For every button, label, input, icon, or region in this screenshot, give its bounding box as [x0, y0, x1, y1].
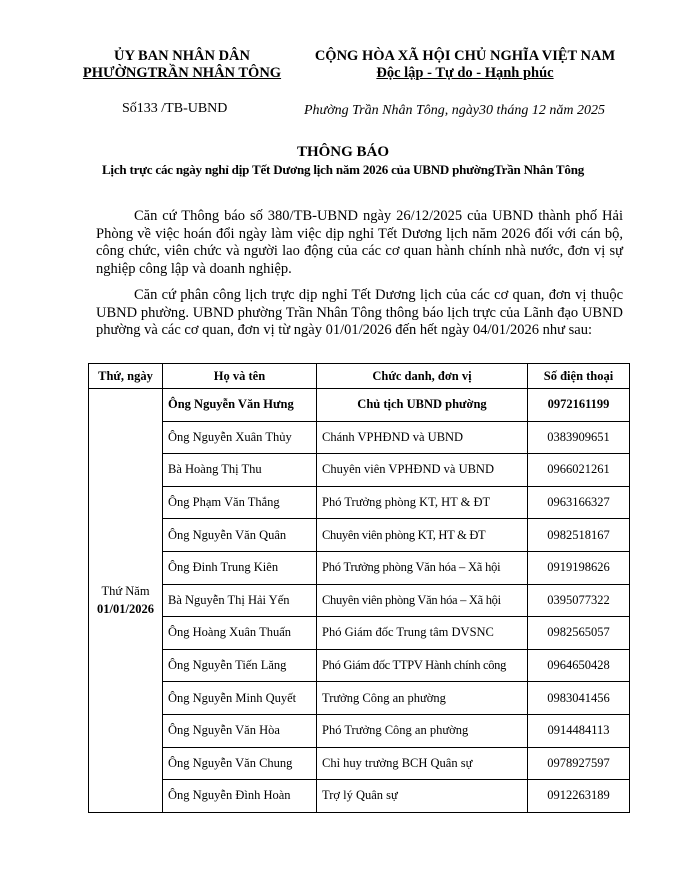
header-phone: Số điện thoại: [528, 364, 630, 389]
person-name: Ông Đinh Trung Kiên: [163, 551, 317, 584]
duty-schedule-table: [88, 363, 630, 813]
person-name: Ông Nguyễn Xuân Thủy: [163, 421, 317, 454]
header-position: Chức danh, đơn vị: [317, 364, 528, 389]
person-position: Trợ lý Quân sự: [317, 780, 528, 813]
table-row: [89, 551, 630, 584]
notice-title: THÔNG BÁO: [296, 144, 390, 160]
table-row: [89, 584, 630, 617]
day-label: Thứ Năm: [101, 584, 150, 599]
header-date: Thứ, ngày: [89, 364, 163, 389]
table-row: [89, 780, 630, 813]
org-line-2: PHƯỜNGTRẦN NHÂN TÔNG: [82, 65, 282, 81]
person-position: Phó Giám đốc TTPV Hành chính công: [317, 649, 528, 682]
place-date: Phường Trần Nhân Tông, ngày30 tháng 12 năm 2025: [304, 103, 605, 118]
person-name: Ông Nguyễn Đình Hoàn: [163, 780, 317, 813]
person-phone: 0983041456: [528, 682, 630, 715]
person-name: Ông Nguyễn Văn Quân: [163, 519, 317, 552]
org-line-1: ỦY BAN NHÂN DÂN: [113, 48, 250, 64]
table-row: [89, 389, 630, 422]
person-position: Phó Trưởng phòng KT, HT & ĐT: [317, 486, 528, 519]
motto-line-2: Độc lập - Tự do - Hạnh phúc: [376, 65, 554, 81]
body-paragraph-2: Căn cứ phân công lịch trực dịp nghỉ Tết Dương lịch của các cơ quan, đơn vị thuộc UBND phường. UBND phường Trần Nhân Tông thông báo lịch trực của Lãnh đạo UBND phường và các cơ quan, đơn vị từ ngày 01/01/2026 đến hết ngày 04/01/2026 như sau:: [96, 287, 623, 338]
person-name: Ông Nguyễn Văn Hòa: [163, 714, 317, 747]
table-row: [89, 714, 630, 747]
issuing-org: [62, 48, 302, 82]
person-name: Ông Nguyễn Tiến Lăng: [163, 649, 317, 682]
person-position: Phó Trưởng phòng Văn hóa – Xã hội: [317, 551, 528, 584]
table-row: [89, 649, 630, 682]
date-cell: [89, 389, 163, 813]
person-position: Chuyên viên phòng KT, HT & ĐT: [317, 519, 528, 552]
table-header-row: [89, 364, 630, 389]
person-phone: 0982518167: [528, 519, 630, 552]
person-position: Phó Trưởng Công an phường: [317, 714, 528, 747]
table-row: [89, 617, 630, 650]
person-phone: 0972161199: [528, 389, 630, 422]
person-phone: 0914484113: [528, 714, 630, 747]
person-position: Chủ tịch UBND phường: [317, 389, 528, 422]
person-phone: 0383909651: [528, 421, 630, 454]
header-name: Họ và tên: [163, 364, 317, 389]
person-position: Chuyên viên VPHĐND và UBND: [317, 454, 528, 487]
table-row: [89, 486, 630, 519]
person-name: Ông Nguyễn Văn Chung: [163, 747, 317, 780]
notice-subtitle: Lịch trực các ngày nghỉ dịp Tết Dương lịch năm 2026 của UBND phườngTrần Nhân Tông: [101, 162, 585, 177]
day-date: 01/01/2026: [97, 602, 154, 617]
person-position: Trưởng Công an phường: [317, 682, 528, 715]
person-name: Ông Phạm Văn Thắng: [163, 486, 317, 519]
person-position: Chuyên viên phòng Văn hóa – Xã hội: [317, 584, 528, 617]
national-motto: [300, 48, 630, 82]
person-position: Chỉ huy trưởng BCH Quân sự: [317, 747, 528, 780]
person-phone: 0982565057: [528, 617, 630, 650]
person-name: Ông Nguyễn Minh Quyết: [163, 682, 317, 715]
table-row: [89, 747, 630, 780]
person-phone: 0966021261: [528, 454, 630, 487]
person-phone: 0963166327: [528, 486, 630, 519]
person-phone: 0919198626: [528, 551, 630, 584]
person-phone: 0395077322: [528, 584, 630, 617]
body-paragraph-1: Căn cứ Thông báo số 380/TB-UBND ngày 26/12/2025 của UBND thành phố Hải Phòng về việc hoán đổi ngày làm việc dịp nghỉ Tết Dương lịch năm 2026 đối với cán bộ, công chức, viên chức và người lao động của các cơ quan hành chính nhà nước, đơn vị sự nghiệp công lập và doanh nghiệp.: [96, 208, 623, 277]
table-row: [89, 682, 630, 715]
person-name: Ông Nguyễn Văn Hưng: [163, 389, 317, 422]
table-row: [89, 519, 630, 552]
person-phone: 0978927597: [528, 747, 630, 780]
person-position: Phó Giám đốc Trung tâm DVSNC: [317, 617, 528, 650]
doc-number: Số133 /TB-UBND: [122, 101, 228, 116]
person-phone: 0964650428: [528, 649, 630, 682]
person-name: Ông Hoàng Xuân Thuấn: [163, 617, 317, 650]
table-row: [89, 454, 630, 487]
table-row: [89, 421, 630, 454]
person-position: Chánh VPHĐND và UBND: [317, 421, 528, 454]
person-name: Bà Nguyễn Thị Hải Yến: [163, 584, 317, 617]
person-name: Bà Hoàng Thị Thu: [163, 454, 317, 487]
motto-line-1: CỘNG HÒA XÃ HỘI CHỦ NGHĨA VIỆT NAM: [314, 48, 616, 64]
person-phone: 0912263189: [528, 780, 630, 813]
